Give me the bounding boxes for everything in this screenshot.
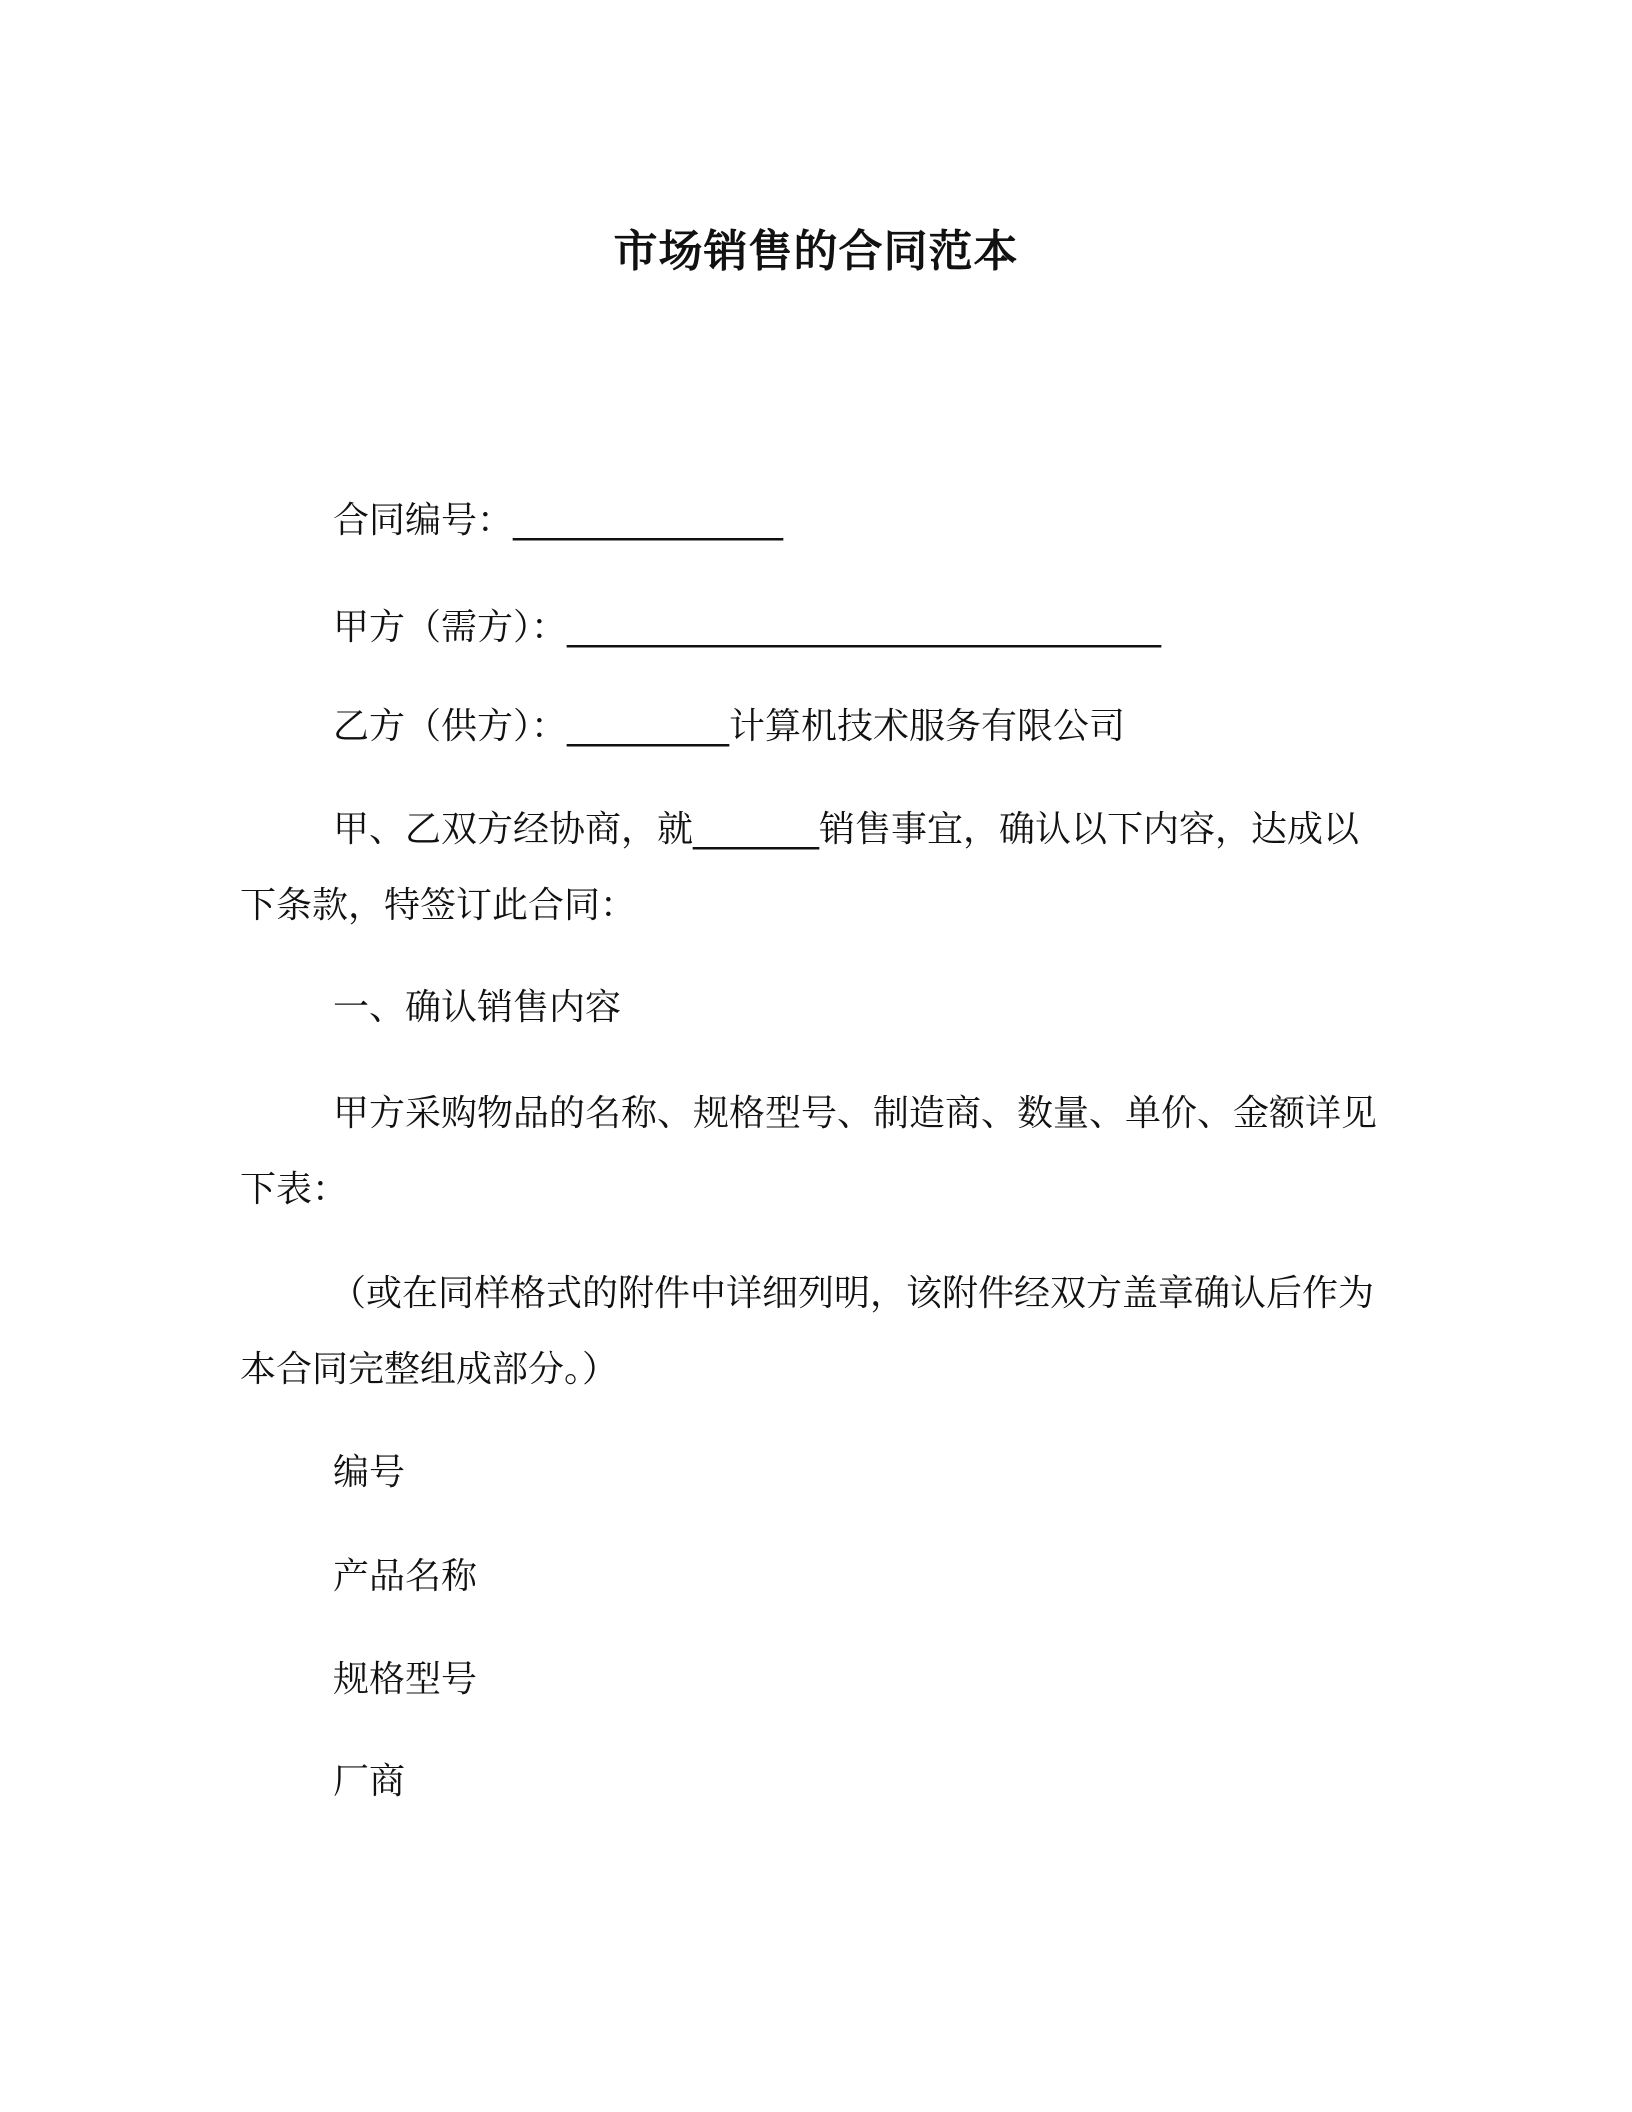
table-field-spec-model: 规格型号 [333,1659,478,1700]
intro-paragraph: 甲、乙双方经协商，就_______销售事宜，确认以下内容，达成以下条款，特签订此合同： [240,809,1360,926]
party-b-line: 乙方（供方）：_________计算机技术服务有限公司 [333,706,1126,747]
table-field-product-name: 产品名称 [333,1556,478,1597]
section-1-paragraph: 甲方采购物品的名称、规格型号、制造商、数量、单价、金额详见下表： [240,1093,1378,1210]
table-field-number: 编号 [333,1452,406,1493]
party-a-line: 甲方（需方）：_________________________________ [333,607,1162,648]
contract-number-line: 合同编号：_______________ [333,500,784,541]
section-1-heading: 一、确认销售内容 [333,987,622,1028]
table-field-manufacturer: 厂商 [333,1761,406,1802]
section-1-note: （或在同样格式的附件中详细列明，该附件经双方盖章确认后作为本合同完整组成部分。） [240,1273,1375,1390]
document-title: 市场销售的合同范本 [613,226,1019,277]
